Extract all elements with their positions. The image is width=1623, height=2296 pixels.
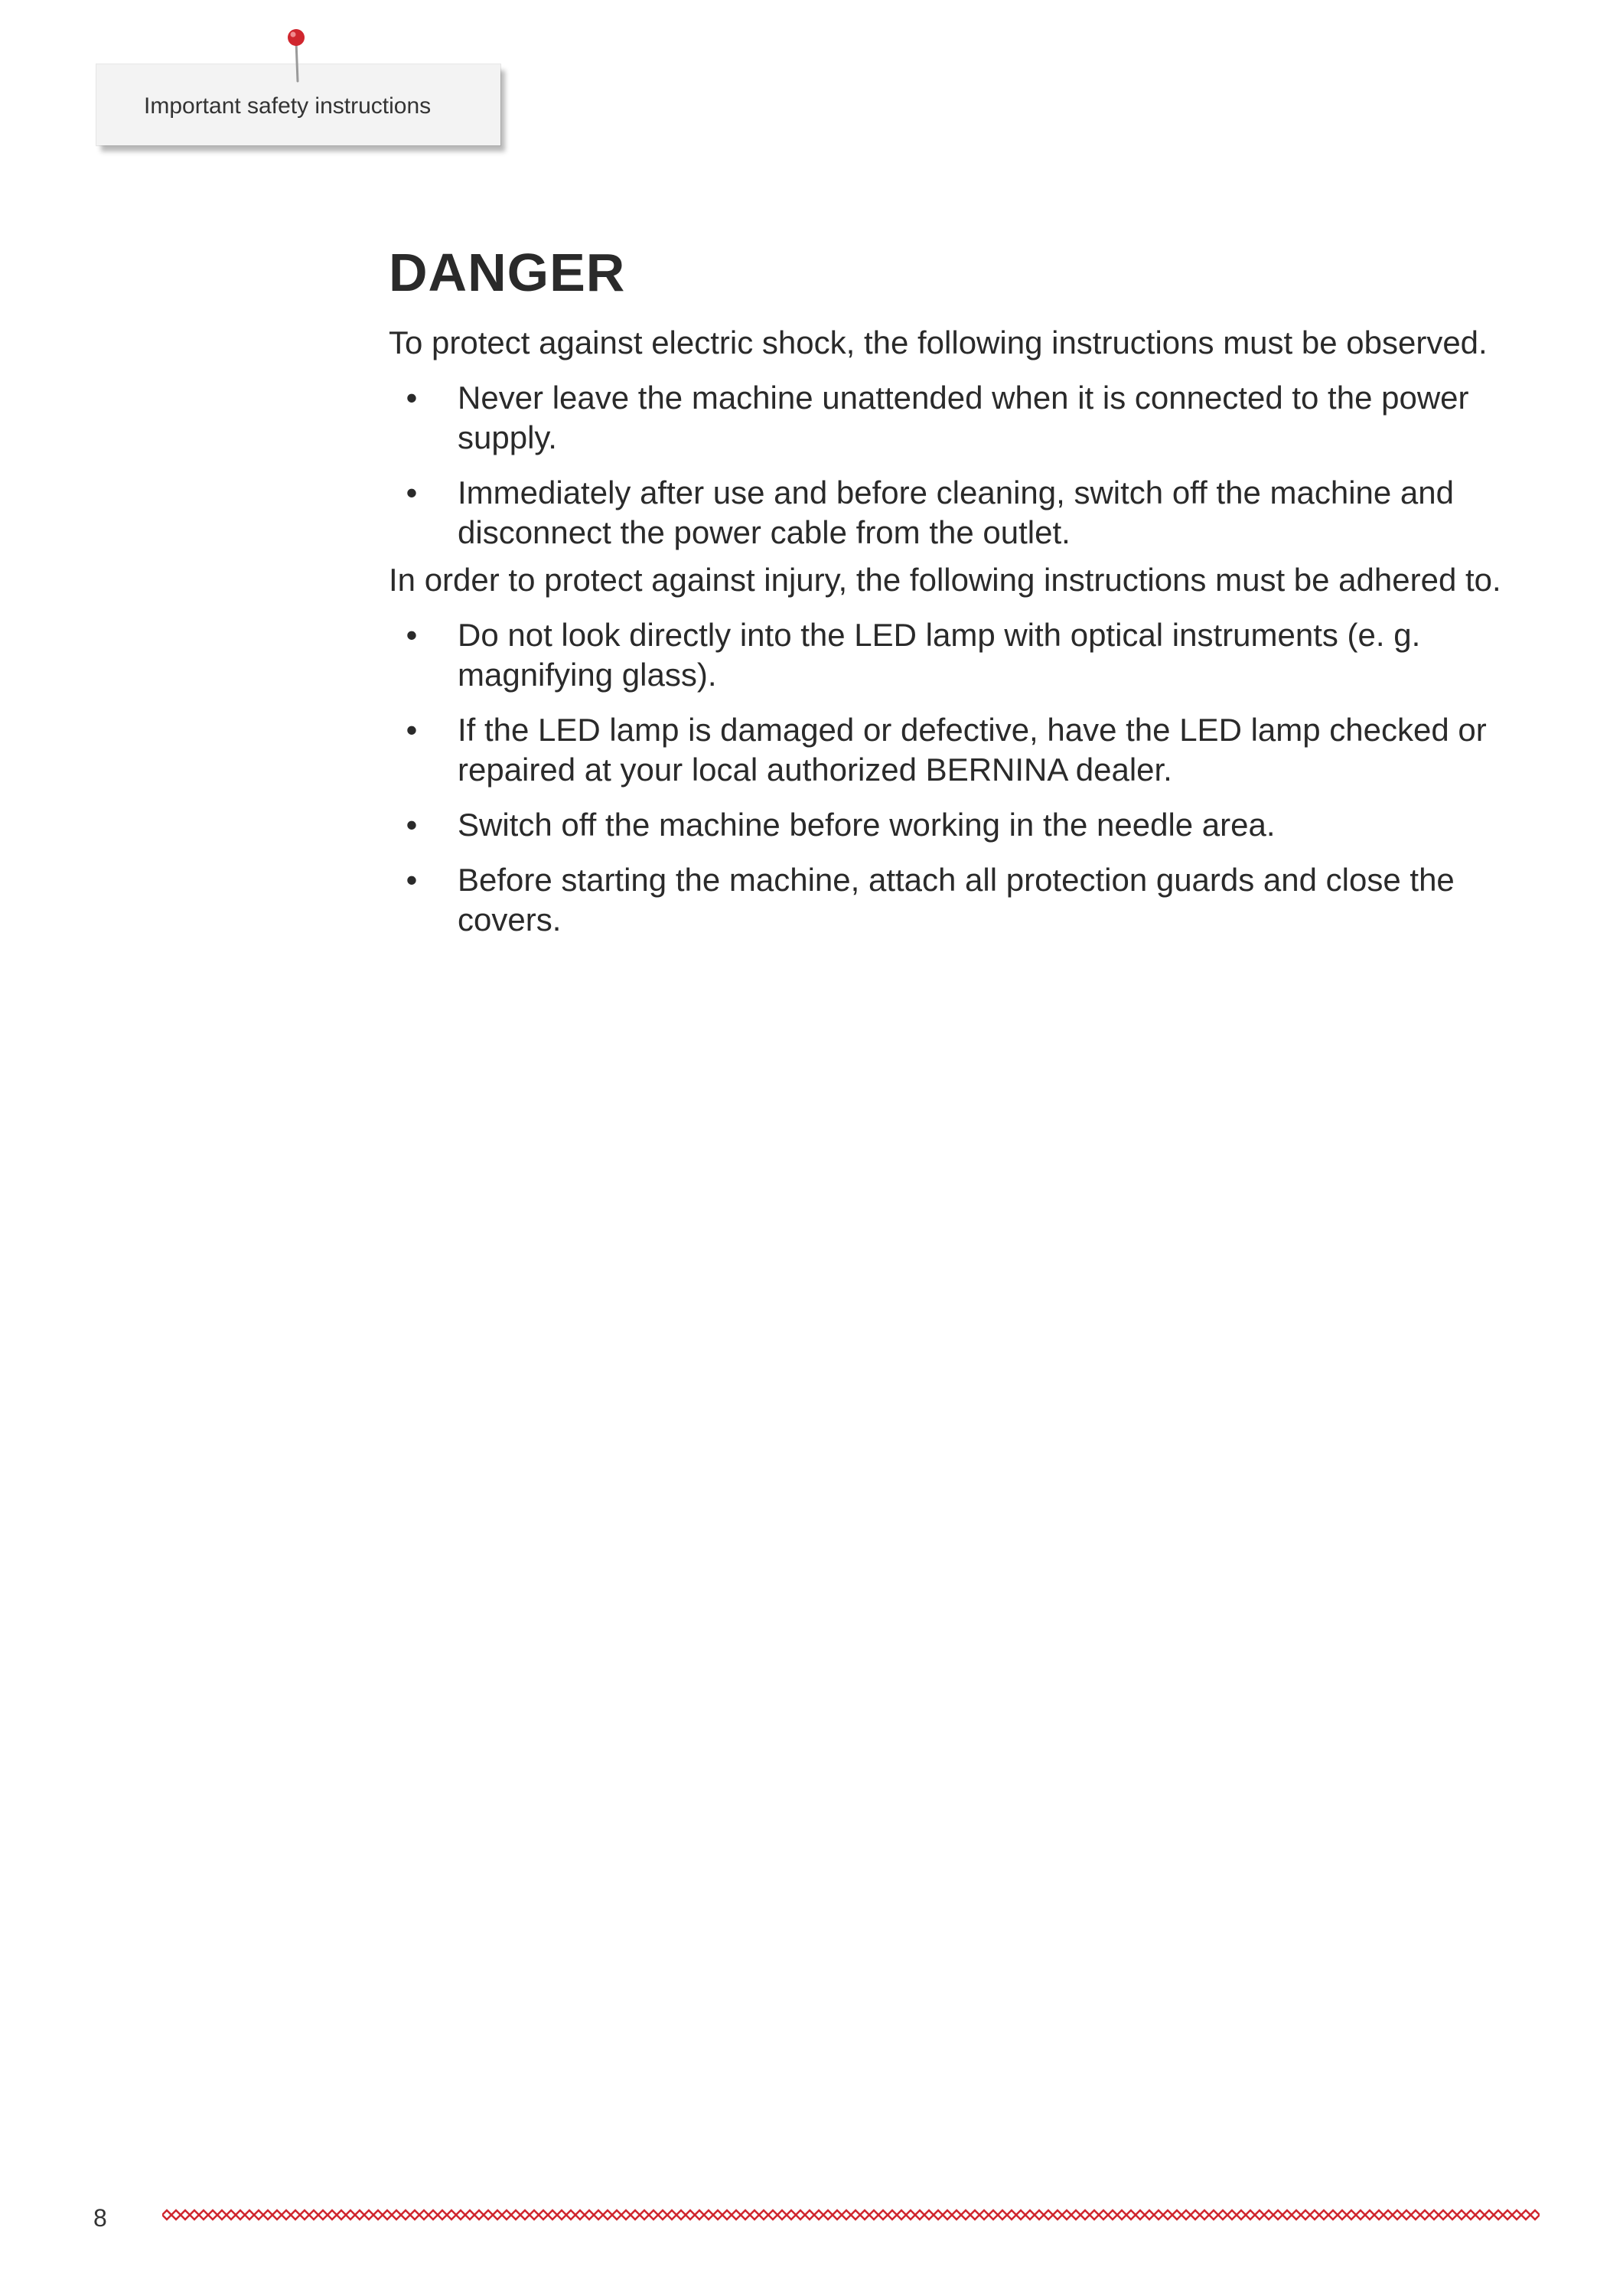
page-number: 8 xyxy=(93,2204,107,2232)
list-item xyxy=(389,710,1529,790)
section-title: Important safety instructions xyxy=(144,93,432,119)
bullet-icon: • xyxy=(406,807,418,843)
list-item-text: Do not look directly into the LED lamp with optical instruments (e. g. magnifying glass). xyxy=(458,617,1421,693)
list-item xyxy=(389,378,1529,458)
bullet-icon: • xyxy=(406,617,418,653)
list-item xyxy=(389,805,1529,845)
injury-intro: In order to protect against injury, the following instructions must be adhered to. xyxy=(389,562,1501,598)
bullet-icon: • xyxy=(406,475,418,510)
footer-stitch-divider xyxy=(162,2207,1540,2223)
list-item-text: Never leave the machine unattended when it is connected to the power supply. xyxy=(458,380,1469,455)
list-item xyxy=(389,615,1529,695)
list-item-text: If the LED lamp is damaged or defective, have the LED lamp checked or repaired at your local authorized BERNINA dealer. xyxy=(458,712,1487,788)
electric-shock-list xyxy=(389,378,1529,553)
list-item-text: Immediately after use and before cleaning, switch off the machine and disconnect the power cable from the outlet. xyxy=(458,475,1454,550)
list-item-text: Before starting the machine, attach all protection guards and close the covers. xyxy=(458,862,1455,938)
list-item xyxy=(389,860,1529,940)
bullet-icon: • xyxy=(406,712,418,748)
list-item-text: Switch off the machine before working in the needle area. xyxy=(458,807,1276,843)
list-item xyxy=(389,473,1529,553)
page-title: DANGER xyxy=(389,243,626,302)
bullet-icon: • xyxy=(406,380,418,416)
injury-list xyxy=(389,615,1529,940)
danger-section xyxy=(389,230,1529,940)
bullet-icon: • xyxy=(406,862,418,898)
electric-shock-intro: To protect against electric shock, the following instructions must be observed. xyxy=(389,325,1488,360)
pushpin-icon xyxy=(285,28,308,84)
